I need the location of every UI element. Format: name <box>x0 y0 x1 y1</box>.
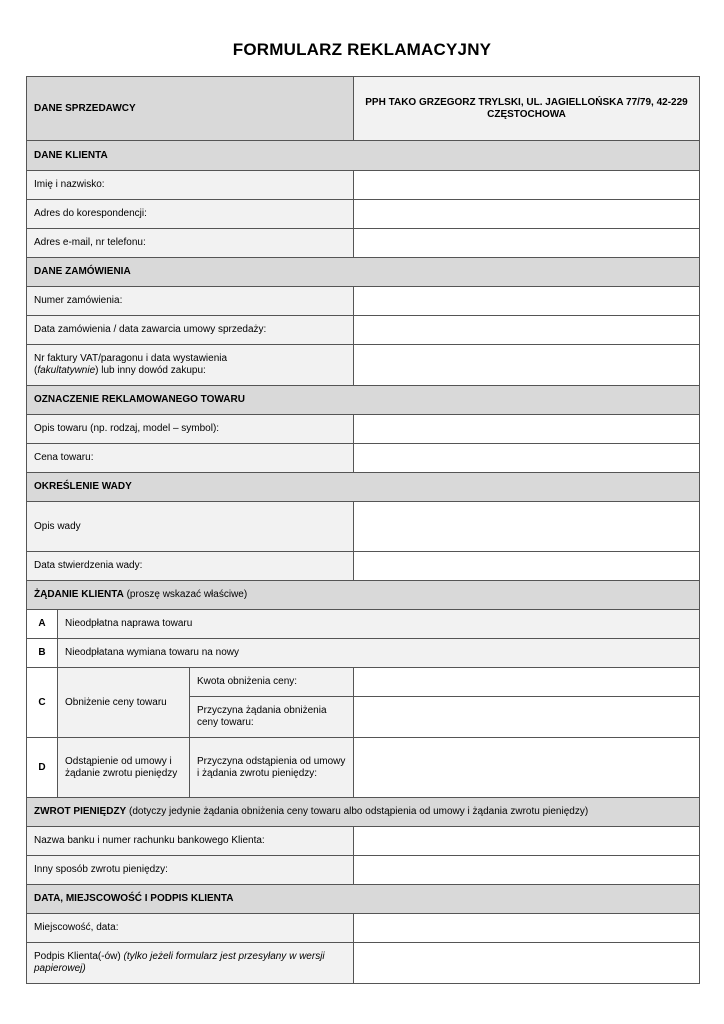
order-date-field[interactable] <box>354 316 700 345</box>
demand-c-letter: C <box>27 668 58 738</box>
defect-date-field[interactable] <box>354 552 700 581</box>
section-product: OZNACZENIE REKLAMOWANEGO TOWARU <box>27 386 700 415</box>
section-defect: OKREŚLENIE WADY <box>27 473 700 502</box>
demand-a-letter: A <box>27 610 58 639</box>
demand-header-rest: (proszę wskazać właściwe) <box>123 589 248 600</box>
demand-option-b[interactable] <box>27 639 700 668</box>
seller-row <box>27 77 700 141</box>
order-number-label: Numer zamówienia: <box>27 287 354 316</box>
refund-header-rest: (dotyczy jedynie żądania obniżenia ceny towaru albo odstąpienia od umowy i żądania zwrotu pieniędzy) <box>126 806 589 817</box>
product-description-label: Opis towaru (np. rodzaj, model – symbol): <box>27 415 354 444</box>
signature-label-main: Podpis Klienta(-ów) <box>34 951 124 962</box>
demand-c-amount-field[interactable] <box>354 668 700 697</box>
demand-d-text[interactable]: Odstąpienie od umowy i żądanie zwrotu pieniędzy <box>58 738 190 798</box>
defect-description-label: Opis wady <box>27 502 354 552</box>
product-price-field[interactable] <box>354 444 700 473</box>
client-name-field[interactable] <box>354 171 700 200</box>
client-contact-label: Adres e-mail, nr telefonu: <box>27 229 354 258</box>
demand-d-letter: D <box>27 738 58 798</box>
demand-d-reason-label: Przyczyna odstąpienia od umowy i żądania zwrotu pieniędzy: <box>190 738 354 798</box>
order-number-field[interactable] <box>354 287 700 316</box>
order-date-label: Data zamówienia / data zawarcia umowy sprzedaży: <box>27 316 354 345</box>
form-title: FORMULARZ REKLAMACYJNY <box>232 40 492 59</box>
client-address-field[interactable] <box>354 200 700 229</box>
invoice-label-rest: ) lub inny dowód zakupu: <box>95 365 206 376</box>
demand-option-d[interactable] <box>27 738 700 798</box>
section-order: DANE ZAMÓWIENIA <box>27 258 700 287</box>
seller-value: PPH TAKO GRZEGORZ TRYLSKI, UL. JAGIELLOŃSKA 77/79, 42-229 CZĘSTOCHOWA <box>354 77 700 141</box>
demand-option-a[interactable] <box>27 610 700 639</box>
refund-bank-field[interactable] <box>354 827 700 856</box>
client-address-label: Adres do korespondencji: <box>27 200 354 229</box>
place-date-field[interactable] <box>354 914 700 943</box>
place-date-label: Miejscowość, data: <box>27 914 354 943</box>
invoice-label <box>27 345 354 386</box>
section-signature: DATA, MIEJSCOWOŚĆ I PODPIS KLIENTA <box>27 885 700 914</box>
refund-other-field[interactable] <box>354 856 700 885</box>
signature-field[interactable] <box>354 943 700 984</box>
demand-b-letter: B <box>27 639 58 668</box>
client-contact-field[interactable] <box>354 229 700 258</box>
signature-label-note: (tylko jeżeli formularz jest przesyłany w wersji papierowej) <box>34 951 325 974</box>
product-price-label: Cena towaru: <box>27 444 354 473</box>
invoice-label-open: ( <box>34 365 38 376</box>
refund-other-label: Inny sposób zwrotu pieniędzy: <box>27 856 354 885</box>
signature-label <box>27 943 354 984</box>
section-refund <box>27 798 700 827</box>
demand-header-bold: ŻĄDANIE KLIENTA <box>34 589 124 600</box>
seller-label: DANE SPRZEDAWCY <box>27 77 354 141</box>
client-name-label: Imię i nazwisko: <box>27 171 354 200</box>
demand-d-reason-field[interactable] <box>354 738 700 798</box>
demand-a-text[interactable]: Nieodpłatna naprawa towaru <box>58 610 700 639</box>
demand-b-text[interactable]: Nieodpłatana wymiana towaru na nowy <box>58 639 700 668</box>
invoice-label-line1: Nr faktury VAT/paragonu i data wystawienia <box>34 353 228 364</box>
product-description-field[interactable] <box>354 415 700 444</box>
refund-bank-label: Nazwa banku i numer rachunku bankowego Klienta: <box>27 827 354 856</box>
demand-c-reason-field[interactable] <box>354 697 700 738</box>
invoice-label-italic: fakultatywnie <box>37 365 96 376</box>
refund-header-bold: ZWROT PIENIĘDZY <box>34 806 127 817</box>
defect-date-label: Data stwierdzenia wady: <box>27 552 354 581</box>
demand-c-reason-label: Przyczyna żądania obniżenia ceny towaru: <box>190 697 354 738</box>
section-demand <box>27 581 700 610</box>
complaint-form-table <box>26 76 700 984</box>
demand-c-text[interactable]: Obniżenie ceny towaru <box>58 668 190 738</box>
invoice-field[interactable] <box>354 345 700 386</box>
demand-option-c[interactable] <box>27 668 700 697</box>
demand-c-amount-label: Kwota obniżenia ceny: <box>190 668 354 697</box>
defect-description-field[interactable] <box>354 502 700 552</box>
section-client: DANE KLIENTA <box>27 141 700 171</box>
